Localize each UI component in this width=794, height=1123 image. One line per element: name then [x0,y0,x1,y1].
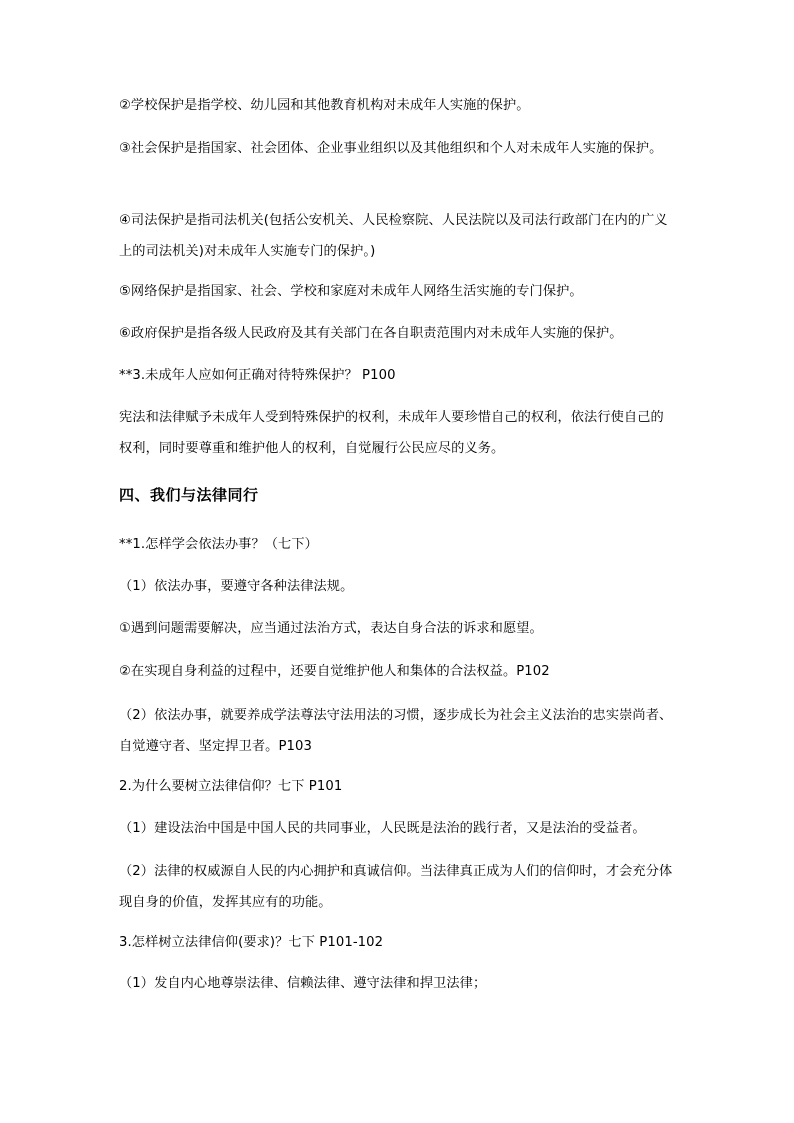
point-1-common-cause: （1）建设法治中国是中国人民的共同事业，人民既是法治的践行者，又是法治的受益者。 [119,821,646,836]
paragraph-social-protection: ③社会保护是指国家、社会团体、企业事业组织以及其他组织和个人对未成年人实施的保护。 [119,141,663,156]
question-law-belief-how: 3.怎样树立法律信仰(要求)？七下 P101-102 [119,935,384,950]
section-heading: 四、我们与法律同行 [119,486,259,504]
point-1-obey-laws: （1）依法办事，要遵守各种法律法规。 [119,579,354,594]
subpoint-2-collective-rights: ②在实现自身利益的过程中，还要自觉维护他人和集体的合法权益。P102 [119,664,550,679]
question-special-protection: **3.未成年人应如何正确对待特殊保护？ P100 [119,368,396,383]
answer-special-protection: 宪法和法律赋予未成年人受到特殊保护的权利，未成年人要珍惜自己的权利，依法行使自己的权利，同时要尊重和维护他人的权利，自觉履行公民应尽的义务。 [119,410,664,456]
question-act-by-law: **1.怎样学会依法办事？（七下） [119,537,318,552]
point-1-respect-law: （1）发自内心地尊崇法律、信赖法律、遵守法律和捍卫法律； [119,976,487,991]
point-2-law-authority: （2）法律的权威源自人民的内心拥护和真诚信仰。当法律真正成为人们的信仰时，才会充分体现自身的价值，发挥其应有的功能。 [119,864,673,910]
paragraph-government-protection: ⑥政府保护是指各级人民政府及其有关部门在各自职责范围内对未成年人实施的保护。 [119,326,623,341]
paragraph-school-protection: ②学校保护是指学校、幼儿园和其他教育机构对未成年人实施的保护。 [119,98,530,113]
question-law-belief-why: 2.为什么要树立法律信仰？七下 P101 [119,779,343,794]
subpoint-1-legal-means: ①遇到问题需要解决，应当通过法治方式，表达自身合法的诉求和愿望。 [119,621,543,636]
paragraph-judicial-protection: ④司法保护是指司法机关(包括公安机关、人民检察院、人民法院以及司法行政部门在内的广义上的司法机关)对未成年人实施专门的保护。) [119,213,668,259]
point-2-law-habits: （2）依法办事，就要养成学法尊法守法用法的习惯，逐步成长为社会主义法治的忠实崇尚者、自觉遵守者、坚定捍卫者。P103 [119,708,673,754]
paragraph-network-protection: ⑤网络保护是指国家、社会、学校和家庭对未成年人网络生活实施的专门保护。 [119,284,583,299]
